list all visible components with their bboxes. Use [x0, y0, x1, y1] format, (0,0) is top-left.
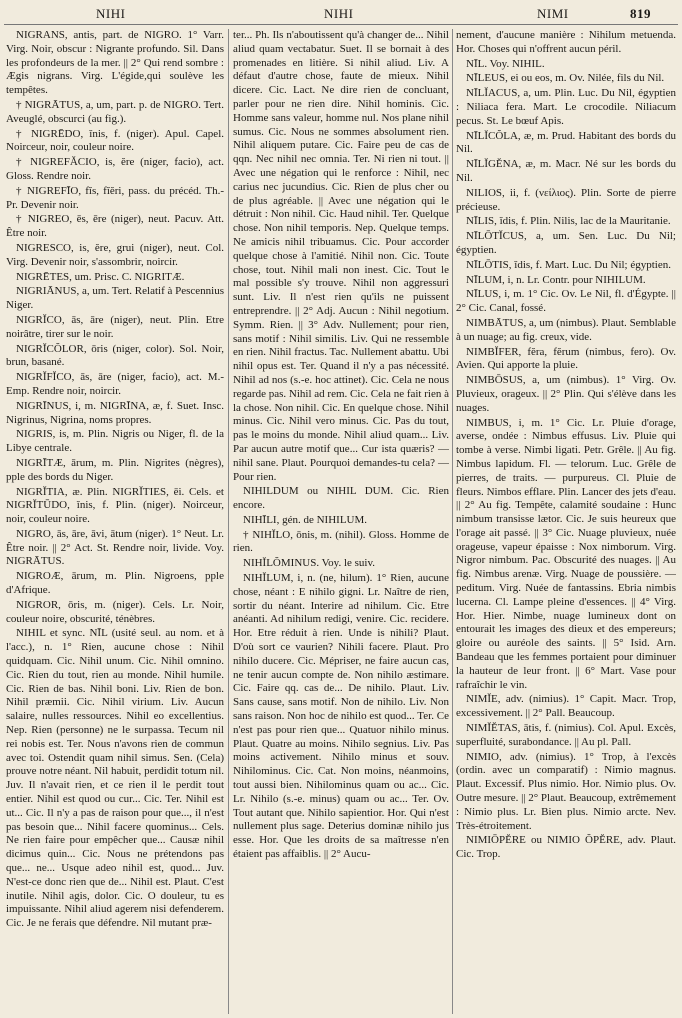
- dictionary-entry: NIHĪLI, gén. de NIHILUM.: [243, 513, 368, 526]
- dictionary-entry: NIGRĒTES, um. Prisc. C. NIGRITÆ.: [16, 270, 185, 283]
- dictionary-entry: NIHĬLUM, i, n. (ne, hilum). 1° Rien, aucune chose, néant : E nihilo gigni. Lr. Naître de rien, sortir du néant. Interire ad nihilum. Cic. Etre anéanti. Ad nihilum redigi, venire. Cic. recidere. Hor. Etre réduit à rien. Unde is nihili? Plaut. D'où sort ce vaurien? Nihili facere. Plaut. Pro nihilo ducere. Cic. Mépriser, ne faire aucun cas, ne tenir aucun compte de. Non nihilo æstimare. Cic. Faire qq. cas de... De nihilo. Plaut. Liv. Sans cause, sans motif. Non de nihilo. Liv. Non sans raison. Non hoc de nihilo est quod... Ter. Ce n'est pas pour rien que... Quatuor nihilo minus. Plaut. Quatre au moins. Nihilo segnius. Liv. Pas moins activement. Nihilo minus et souv. Nihilominus. Cic. Cat. Non moins, néanmoins, tout aussi bien. Nihilominus quam ou ac... Cic. Lr. Nihilo (s.-e. minus) quam ou ac... Ter. Ov. Tout autant que. Nihilo sapientior. Hor. Qui n'est nullement plus sage. Deterius dominæ nihilo jus esse. Hor. Que les droits de sa maîtresse n'en étaient pas affaiblis. || 2° Aucu-: [233, 572, 449, 861]
- column-left: [6, 29, 224, 1014]
- dictionary-entry: NIGRO, ās, āre, āvi, ātum (niger). 1° Neut. Lr. Être noir. || 2° Act. St. Rendre noir, livide. Voy. NIGRĀTUS.: [6, 527, 224, 568]
- dictionary-entry: NĪLŌTĬCUS, a, um. Sen. Luc. Du Nil; égyptien.: [456, 230, 676, 256]
- header-middle-guide-word: NIHI: [324, 6, 354, 21]
- dictionary-entry: NIGRĬCŎLOR, ōris (niger, color). Sol. Noir, brun, basané.: [6, 342, 224, 369]
- dictionary-entry: NĪLUS, i, m. 1° Cic. Ov. Le Nil, fl. d'Égypte. || 2° Cic. Canal, fossé.: [456, 288, 676, 315]
- dictionary-entry: † NIGREO, ēs, ēre (niger), neut. Pacuv. Att. Être noir.: [6, 213, 224, 240]
- dictionary-entry: † NIGREFĂCIO, is, ĕre (niger, facio), act. Gloss. Rendre noir.: [6, 156, 224, 182]
- dictionary-entry: NIHIL et sync. NĪL (usité seul. au nom. et à l'acc.), n. 1° Rien, aucune chose : Nihil quidquam. Cic. Nihil unum. Cic. Nihil omnino. Cic. Rien du tout, rien au monde. Nihil humile. Cic. Rien de bas. Nihil boni. Liv. Rien de bon. Nihil præmii. Cic. Nihil virium. Liv. Aucun salaire, nulles ressources. Nihil eo excellentius. Nep. Rien (personne) ne le surpassa. Tecum nil rei nobis est. Ter. Nous n'avons rien de commun avec toi. Ostendit quam nihil simus. Sen. (Cela) prouve notre néant. Nil habuit, perdidit totum nil. Juv. Il n'avait rien, et ce rien il le perdit tout entier. Nihil est quod ou cur... Cic. Ter. Nihil est ut... Cic. Il n'y a pas de raison pour que..., il n'est pas besoin que... Nihil facere quominus... Cels. Ne rien faire pour empêcher que... Causæ nihil dicimus quin... Cic. Nous ne prétendons pas que... ne... Usque adeo nihil est, quod... Juv. N'est-ce donc rien que de... Nihil est. Plaut. C'est inutile. Nihil agis, dolor. Cic. O douleur, tu es impuissante. Nihil aliud agerem nisi defenderem. Cic. Je ne ferais que défendre. Nil mutant præ-: [6, 627, 224, 930]
- dictionary-entry: NIGRESCO, is, ĕre, grui (niger), neut. Col. Virg. Devenir noir, s'assombrir, noircir.: [6, 241, 224, 268]
- dictionary-entry: NĪLĬCŎLA, æ, m. Prud. Habitant des bords du Nil.: [456, 129, 676, 156]
- header-left-guide-word: NIHI: [96, 6, 126, 21]
- dictionary-entry: NIGRĪTÆ, ārum, m. Plin. Nigrites (nègres), pple des bords du Niger.: [6, 456, 224, 483]
- dictionary-entry: NĪLĬACUS, a, um. Plin. Luc. Du Nil, égyptien : Niliaca fera. Mart. Le crocodile. Niliacum pecus. St. Le bœuf Apis.: [456, 87, 676, 127]
- dictionary-entry: NIMIO, adv. (nimius). 1° Trop, à l'excès (ordin. avec un comparatif) : Nimio magnus. Plaut. Excessif. Plus nimio. Hor. Nimio plus. Ov. Outre mesure. || 2° Plaut. Beaucoup, extrêmement : Nimio plus. Lr. Bien plus. Nimio arcte. Nev. Très-étroitement.: [456, 750, 676, 832]
- dictionary-entry: NIMĬĔTAS, ātis, f. (nimius). Col. Apul. Excès, superfluité, surabondance. || Au pl. Pall.: [456, 722, 676, 748]
- dictionary-entry: NĪLŌTIS, ĭdis, f. Mart. Luc. Du Nil; égyptien.: [466, 258, 671, 271]
- running-header: [0, 6, 682, 24]
- dictionary-entry: NIMBĬFER, fĕra, fĕrum (nimbus, fero). Ov. Avien. Qui apporte la pluie.: [456, 345, 676, 372]
- dictionary-entry: NĪL. Voy. NIHIL.: [466, 57, 545, 70]
- dictionary-entry: NIGRIS, is, m. Plin. Nigris ou Niger, fl. de la Libye centrale.: [6, 428, 224, 455]
- column-divider: [452, 29, 453, 1014]
- dictionary-entry: NIGROR, ōris, m. (niger). Cels. Lr. Noir, couleur noire, obscurité, ténèbres.: [6, 598, 224, 625]
- dictionary-entry: † NIGRĀTUS, a, um, part. p. de NIGRO. Tert. Aveuglé, obscurci (au fig.).: [6, 98, 224, 125]
- dictionary-entry: NIMĬE, adv. (nimius). 1° Capit. Macr. Trop, excessivement. || 2° Pall. Beaucoup.: [456, 693, 676, 720]
- header-right-guide-word: NIMI: [537, 6, 569, 21]
- dictionary-entry: NILIOS, ii, f. (νείλιος). Plin. Sorte de pierre précieuse.: [456, 186, 676, 213]
- dictionary-entry: NIGRĪNUS, i, m. NIGRĪNA, æ, f. Suet. Insc. Nigrinus, Nigrina, noms propres.: [6, 399, 224, 426]
- column-middle: [233, 29, 449, 1014]
- column-right: [456, 29, 676, 1014]
- dictionary-entry: NĪLUM, i, n. Lr. Contr. pour NIHILUM.: [466, 273, 646, 286]
- dictionary-entry: † NIGREFĪO, fĭs, fĭĕri, pass. du précéd. Th.-Pr. Devenir noir.: [6, 184, 224, 211]
- dictionary-entry: NIGRĬTIA, æ. Plin. NIGRĬTIES, ēi. Cels. et NIGRĬTŪDO, ĭnis, f. Plin. (niger). Noirceur, noir, couleur noire.: [6, 485, 224, 526]
- column-divider: [228, 29, 229, 1014]
- dictionary-entry: NĪLEUS, ei ou eos, m. Ov. Nilée, fils du Nil.: [466, 72, 665, 85]
- dictionary-entry: NĪLĬGĔNA, æ, m. Macr. Né sur les bords du Nil.: [456, 158, 676, 184]
- dictionary-entry: NIMBUS, i, m. 1° Cic. Lr. Pluie d'orage, averse, ondée : Nimbus effusus. Liv. Pluie qui tombe à verse. Nimbi ligati. Petr. Grêle. || Au fig. Nimbus lapidum. Fl. — telorum. Luc. Grêle de pierres, de traits. — purpureus. Cl. Pluie de fleurs. Nimbos efflare. Plin. Lancer des jets d'eau. || 2° Au fig. Tempête, calamité soudaine : Hunc nimbum transisse lætor. Cic. Je suis heureux que l'orage ait passé. || 3° Cic. Nuage pluvieux, nuée orageuse, vapeur épaisse : Nox nimborum. Virg. Nigror nimbum. Pac. Obscurité des nuages. || Au fig. Nimbus arenæ. Virg. Nuage de poussière. — peditum. Virg. Nuée de fantassins. Ebria nimbis lucerna. Cl. Lampe pleine d'essences. || 4° Virg. Hor. Hier. Nimbe, nuage lumineux dont on entourait les images des dieux et des empereurs; gloire ou auréole des saints. || 5° Isid. Arn. Bandeau que les femmes portaient pour diminuer la hauteur de leur front. || 6° Mart. Vase pour rafraîchir le vin.: [456, 416, 676, 691]
- dictionary-entry: NIGROÆ, ārum, m. Plin. Nigroens, pple d'Afrique.: [6, 570, 224, 597]
- dictionary-entry: ter... Ph. Ils n'aboutissent qu'à changer de... Nihil aliud quam vectabatur. Suet. Il se bornait à des promenades en litière. Si nihil aliud. Liv. A défaut d'autre chose, faute de mieux. Nihil dicere. Cic. Lact. Ne dire rien de concluant, parler pour ne rien dire. Nihil hominis. Cic. Homme sans valeur, homme nul. Nos plane nihil sumus. Cic. Nous ne sommes absolument rien. Nihil aliquem putare. Cic. Faire peu de cas de qqn. Nec nihil nec omnia. Ter. Ni rien ni tout. || Avec une négation qui le renforce : Nihil, nec carius nec jucundius. Cic. Rien de plus cher ou de plus agréable. || Avec une négation qui le détruit : Non nihil. Cic. Haud nihil. Ter. Quelque chose. Non nihil temporis. Nep. Quelque temps. Ne amicis nihil tribuamus. Cic. Pour accorder quelque chose à l'amitié. Nihil non. Cic. Toute chose, tout. Nihil mali non inest. Cic. Tout le mal possible s'y trouve. Nihil non aggressuri sunt. Liv. Il n'est rien qu'ils ne puissent entreprendre. || 2° Adj. Aucun : Nihil negotium. Symm. Rien. || 3° Adv. Nullement; pour rien, sans motif : Nihil similis. Liv. Qui ne ressemble en rien. Nihil fractus. Tac. Nullement abattu. Ubi nihil opus est. Ter. Quand il n'y a pas nécessité. Nihil ad nos (s.-e. hoc attinet). Cic. Cela ne nous regarde pas. Nihil ad rem. Cic. Cela ne fait rien à la chose. Non nihil. Cic. En quelque chose. Nihil minus. Cic. Nihil vero minus. Cic. Pas du tout, pas le moins du monde. Nihil aliud quam... Liv. Par aucun autre motif que... Cur ista quæris? — nihil sane. Plaut. Pourquoi demandes-tu cela? — Pour rien.: [233, 29, 449, 483]
- dictionary-entry: nement, d'aucune manière : Nihilum metuenda. Hor. Choses qui n'offrent aucun péril.: [456, 29, 676, 55]
- dictionary-entry: NIHILDUM ou NIHIL DUM. Cic. Rien encore.: [233, 485, 449, 512]
- page-number: 819: [630, 6, 651, 21]
- dictionary-entry: NIGRANS, antis, part. de NIGRO. 1° Varr. Virg. Noir, obscur : Nigrante profundo. Sil. Dans les profondeurs de la mer. || 2° Qui rend sombre : Ægis nigrans. Virg. L'égide,qui soulève les tempêtes.: [6, 29, 224, 97]
- dictionary-entry: NIGRĬCO, ās, āre (niger), neut. Plin. Etre noirâtre, tirer sur le noir.: [6, 313, 224, 340]
- dictionary-entry: NIGRĬFĬCO, ās, āre (niger, facio), act. M.-Emp. Rendre noir, noircir.: [6, 371, 224, 397]
- dictionary-entry: NIMBĀTUS, a, um (nimbus). Plaut. Semblable à un nuage; au fig. creux, vide.: [456, 316, 676, 343]
- dictionary-entry: NIMBŌSUS, a, um (nimbus). 1° Virg. Ov. Pluvieux, orageux. || 2° Plin. Qui s'élève dans les nuages.: [456, 374, 676, 414]
- dictionary-entry: NĪLIS, ĭdis, f. Plin. Nilis, lac de la Mauritanie.: [466, 215, 671, 228]
- dictionary-entry: NIMIŌPĔRE ou NIMIO ŎPĔRE, adv. Plaut. Cic. Trop.: [456, 834, 676, 861]
- dictionary-entry: NIGRIĀNUS, a, um. Tert. Relatif à Pescennius Niger.: [6, 285, 224, 312]
- dictionary-entry: † NIGRĒDO, ĭnis, f. (niger). Apul. Capel. Noirceur, noir, couleur noire.: [6, 127, 224, 154]
- header-rule: [4, 24, 678, 25]
- dictionary-entry: NIHĬLŎMINUS. Voy. le suiv.: [243, 557, 375, 570]
- dictionary-entry: † NIHĬLO, ōnis, m. (nihil). Gloss. Homme de rien.: [233, 528, 449, 555]
